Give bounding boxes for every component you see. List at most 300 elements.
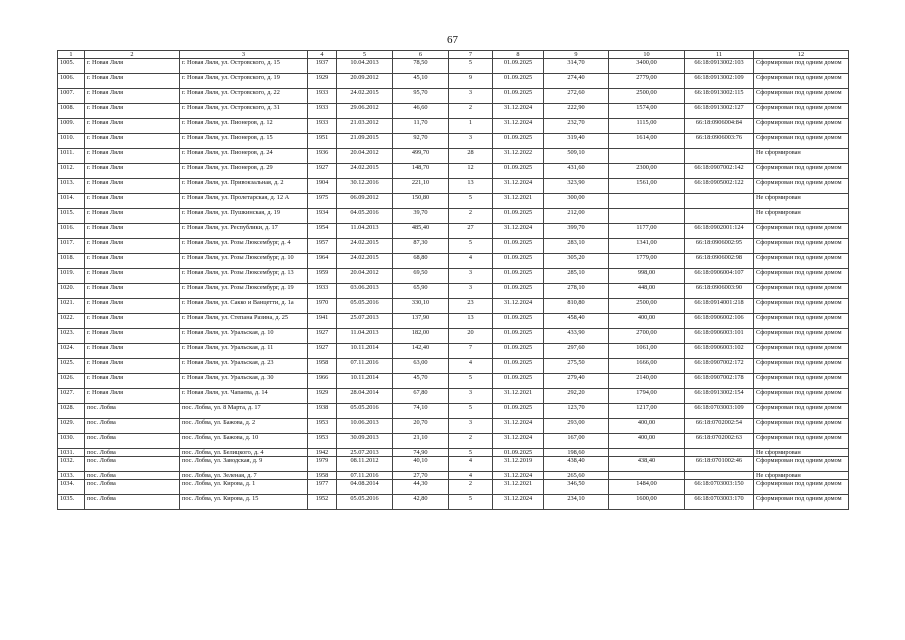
cell-col-1: 1009. [58,119,85,134]
table-row [58,495,849,510]
table-body [58,59,849,510]
cell-col-11: 66:18:0913002:103 [685,59,754,74]
cell-col-6: 330,10 [393,299,449,314]
cell-col-10: 2779,00 [609,74,685,89]
cell-col-10 [609,449,685,457]
cell-col-8: 31.12.2024 [493,299,544,314]
cell-col-5: 04.08.2014 [337,480,393,495]
cell-col-8: 01.09.2025 [493,209,544,224]
cell-col-4: 1927 [308,344,337,359]
cell-col-3: г. Новая Ляля, ул. Чапаева, д. 14 [180,389,308,404]
cell-col-1: 1018. [58,254,85,269]
table-row [58,89,849,104]
cell-col-12: Сформирован под одним домом [754,104,849,119]
cell-col-10: 1561,00 [609,179,685,194]
cell-col-10 [609,194,685,209]
cell-col-3: пос. Лобва, ул. Зеленая, д. 7 [180,472,308,480]
cell-col-4: 1929 [308,74,337,89]
cell-col-6: 148,70 [393,164,449,179]
cell-col-2: г. Новая Ляля [85,179,180,194]
cell-col-3: г. Новая Ляля, ул. Островского, д. 19 [180,74,308,89]
cell-col-8: 01.09.2025 [493,449,544,457]
cell-col-7: 5 [449,239,493,254]
cell-col-11 [685,194,754,209]
column-header-2: 2 [85,51,180,59]
cell-col-7: 2 [449,434,493,449]
cell-col-11: 66:18:0914001:218 [685,299,754,314]
cell-col-10: 438,40 [609,457,685,472]
cell-col-2: г. Новая Ляля [85,374,180,389]
cell-col-12: Не сформирован [754,194,849,209]
cell-col-6: 65,90 [393,284,449,299]
cell-col-11: 66:18:0907002:178 [685,374,754,389]
cell-col-2: пос. Лобва [85,495,180,510]
cell-col-12: Сформирован под одним домом [754,74,849,89]
cell-col-10: 1614,00 [609,134,685,149]
cell-col-4: 1954 [308,224,337,239]
cell-col-5: 05.05.2016 [337,404,393,419]
cell-col-12: Сформирован под одним домом [754,239,849,254]
cell-col-9: 283,10 [544,239,609,254]
cell-col-8: 01.09.2025 [493,74,544,89]
cell-col-10: 2140,00 [609,374,685,389]
cell-col-2: г. Новая Ляля [85,149,180,164]
cell-col-8: 01.09.2025 [493,329,544,344]
cell-col-1: 1023. [58,329,85,344]
cell-col-6: 46,60 [393,104,449,119]
cell-col-11: 66:18:0703003:150 [685,480,754,495]
cell-col-1: 1024. [58,344,85,359]
cell-col-11: 66:18:0701002:46 [685,457,754,472]
cell-col-8: 01.09.2025 [493,344,544,359]
cell-col-4: 1936 [308,149,337,164]
cell-col-12: Не сформирован [754,449,849,457]
cell-col-7: 9 [449,74,493,89]
cell-col-3: г. Новая Ляля, ул. Розы Люксембург, д. 4 [180,239,308,254]
cell-col-11: 66:18:0905002:122 [685,179,754,194]
cell-col-1: 1022. [58,314,85,329]
cell-col-3: г. Новая Ляля, ул. Пушкинская, д. 19 [180,209,308,224]
cell-col-10: 1341,00 [609,239,685,254]
cell-col-7: 5 [449,495,493,510]
cell-col-7: 28 [449,149,493,164]
cell-col-3: пос. Лобва, ул. Бажова, д. 2 [180,419,308,434]
cell-col-4: 1929 [308,389,337,404]
cell-col-6: 485,40 [393,224,449,239]
cell-col-4: 1975 [308,194,337,209]
cell-col-12: Сформирован под одним домом [754,419,849,434]
table-row [58,284,849,299]
cell-col-9: 292,20 [544,389,609,404]
cell-col-3: г. Новая Ляля, ул. Островского, д. 15 [180,59,308,74]
cell-col-4: 1953 [308,419,337,434]
cell-col-6: 45,10 [393,74,449,89]
cell-col-6: 42,80 [393,495,449,510]
cell-col-4: 1979 [308,457,337,472]
cell-col-3: пос. Лобва, ул. Белицкого, д. 4 [180,449,308,457]
cell-col-10: 2500,00 [609,89,685,104]
cell-col-9: 509,10 [544,149,609,164]
cell-col-11: 66:18:0906002:98 [685,254,754,269]
cell-col-12: Сформирован под одним домом [754,495,849,510]
cell-col-6: 39,70 [393,209,449,224]
cell-col-1: 1012. [58,164,85,179]
cell-col-12: Сформирован под одним домом [754,89,849,104]
cell-col-11 [685,449,754,457]
column-header-1: 1 [58,51,85,59]
cell-col-3: г. Новая Ляля, ул. Сакко и Ванцетти, д. 1а [180,299,308,314]
table-row [58,299,849,314]
cell-col-4: 1904 [308,179,337,194]
cell-col-8: 01.09.2025 [493,284,544,299]
cell-col-9: 222,90 [544,104,609,119]
cell-col-12: Сформирован под одним домом [754,269,849,284]
cell-col-6: 40,10 [393,457,449,472]
cell-col-3: г. Новая Ляля, ул. Пионеров, д. 15 [180,134,308,149]
cell-col-5: 24.02.2015 [337,164,393,179]
cell-col-11: 66:18:0703003:170 [685,495,754,510]
cell-col-7: 3 [449,134,493,149]
cell-col-9: 123,70 [544,404,609,419]
cell-col-7: 20 [449,329,493,344]
cell-col-11: 66:18:0703003:109 [685,404,754,419]
cell-col-5: 24.02.2015 [337,239,393,254]
cell-col-10: 1484,00 [609,480,685,495]
cell-col-2: г. Новая Ляля [85,359,180,374]
table-row [58,472,849,480]
cell-col-12: Сформирован под одним домом [754,314,849,329]
cell-col-8: 01.09.2025 [493,254,544,269]
cell-col-12: Сформирован под одним домом [754,359,849,374]
cell-col-7: 4 [449,254,493,269]
cell-col-2: г. Новая Ляля [85,209,180,224]
cell-col-7: 5 [449,59,493,74]
cell-col-2: г. Новая Ляля [85,314,180,329]
cell-col-6: 45,70 [393,374,449,389]
cell-col-8: 01.09.2025 [493,134,544,149]
cell-col-9: 198,60 [544,449,609,457]
cell-col-11: 66:18:0913002:115 [685,89,754,104]
cell-col-1: 1021. [58,299,85,314]
cell-col-4: 1957 [308,239,337,254]
cell-col-6: 92,70 [393,134,449,149]
cell-col-8: 31.12.2024 [493,434,544,449]
table-row [58,329,849,344]
cell-col-6: 68,80 [393,254,449,269]
cell-col-7: 2 [449,104,493,119]
cell-col-1: 1032. [58,457,85,472]
cell-col-6: 95,70 [393,89,449,104]
cell-col-10: 2700,00 [609,329,685,344]
cell-col-5: 07.11.2016 [337,359,393,374]
cell-col-11: 66:18:0906004:107 [685,269,754,284]
table-row [58,389,849,404]
cell-col-9: 314,70 [544,59,609,74]
cell-col-7: 13 [449,179,493,194]
table-row [58,419,849,434]
cell-col-2: г. Новая Ляля [85,74,180,89]
cell-col-12: Сформирован под одним домом [754,59,849,74]
cell-col-8: 01.09.2025 [493,269,544,284]
cell-col-9: 305,20 [544,254,609,269]
cell-col-8: 31.12.2021 [493,389,544,404]
cell-col-4: 1933 [308,89,337,104]
cell-col-11: 66:18:0907002:172 [685,359,754,374]
cell-col-5: 03.06.2013 [337,284,393,299]
cell-col-5: 25.07.2013 [337,449,393,457]
cell-col-5: 08.11.2012 [337,457,393,472]
cell-col-4: 1941 [308,314,337,329]
cell-col-4: 1959 [308,269,337,284]
cell-col-4: 1970 [308,299,337,314]
table-row [58,449,849,457]
cell-col-3: г. Новая Ляля, ул. Уральская, д. 23 [180,359,308,374]
cell-col-5: 20.09.2012 [337,74,393,89]
cell-col-12: Сформирован под одним домом [754,344,849,359]
column-header-4: 4 [308,51,337,59]
table-row [58,74,849,89]
cell-col-11: 66:18:0702002:54 [685,419,754,434]
cell-col-3: г. Новая Ляля, ул. Уральская, д. 30 [180,374,308,389]
housing-registry-table [57,50,849,510]
column-header-6: 6 [393,51,449,59]
cell-col-7: 3 [449,269,493,284]
cell-col-12: Не сформирован [754,149,849,164]
cell-col-4: 1933 [308,284,337,299]
cell-col-1: 1017. [58,239,85,254]
cell-col-1: 1025. [58,359,85,374]
cell-col-5: 25.07.2013 [337,314,393,329]
cell-col-8: 01.09.2025 [493,359,544,374]
column-header-5: 5 [337,51,393,59]
cell-col-12: Сформирован под одним домом [754,389,849,404]
cell-col-10: 1600,00 [609,495,685,510]
cell-col-9: 272,60 [544,89,609,104]
cell-col-1: 1016. [58,224,85,239]
cell-col-12: Сформирован под одним домом [754,374,849,389]
cell-col-6: 21,10 [393,434,449,449]
table-row [58,194,849,209]
table-row [58,149,849,164]
cell-col-7: 27 [449,224,493,239]
table-row [58,164,849,179]
cell-col-4: 1958 [308,359,337,374]
cell-col-2: г. Новая Ляля [85,389,180,404]
cell-col-10: 400,00 [609,434,685,449]
cell-col-12: Сформирован под одним домом [754,457,849,472]
cell-col-11: 66:18:0913002:109 [685,74,754,89]
cell-col-6: 11,70 [393,119,449,134]
cell-col-11: 66:18:0906002:95 [685,239,754,254]
cell-col-5: 10.11.2014 [337,344,393,359]
cell-col-9: 293,00 [544,419,609,434]
cell-col-7: 3 [449,89,493,104]
cell-col-2: г. Новая Ляля [85,329,180,344]
cell-col-8: 01.09.2025 [493,59,544,74]
cell-col-10: 1217,00 [609,404,685,419]
cell-col-11: 66:18:0906004:84 [685,119,754,134]
cell-col-7: 4 [449,472,493,480]
cell-col-3: пос. Лобва, ул. Заводская, д. 9 [180,457,308,472]
table-row [58,179,849,194]
cell-col-10: 448,00 [609,284,685,299]
cell-col-3: г. Новая Ляля, ул. Степана Разина, д. 25 [180,314,308,329]
cell-col-8: 31.12.2019 [493,457,544,472]
cell-col-1: 1026. [58,374,85,389]
cell-col-10: 400,00 [609,314,685,329]
cell-col-5: 21.09.2015 [337,134,393,149]
cell-col-4: 1937 [308,59,337,74]
cell-col-4: 1927 [308,329,337,344]
cell-col-4: 1953 [308,434,337,449]
cell-col-10 [609,149,685,164]
cell-col-9: 458,40 [544,314,609,329]
cell-col-11: 66:18:0906003:90 [685,284,754,299]
cell-col-8: 31.12.2024 [493,179,544,194]
cell-col-6: 67,80 [393,389,449,404]
column-header-10: 10 [609,51,685,59]
cell-col-3: г. Новая Ляля, ул. Розы Люксембург, д. 10 [180,254,308,269]
cell-col-6: 499,70 [393,149,449,164]
cell-col-1: 1013. [58,179,85,194]
column-header-11: 11 [685,51,754,59]
cell-col-7: 5 [449,194,493,209]
cell-col-9: 431,60 [544,164,609,179]
cell-col-6: 78,50 [393,59,449,74]
cell-col-7: 23 [449,299,493,314]
cell-col-12: Сформирован под одним домом [754,284,849,299]
cell-col-12: Сформирован под одним домом [754,329,849,344]
cell-col-9: 438,40 [544,457,609,472]
cell-col-9: 265,60 [544,472,609,480]
cell-col-12: Сформирован под одним домом [754,434,849,449]
cell-col-2: г. Новая Ляля [85,119,180,134]
cell-col-4: 1977 [308,480,337,495]
cell-col-9: 212,00 [544,209,609,224]
cell-col-9: 279,40 [544,374,609,389]
cell-col-10: 1779,00 [609,254,685,269]
cell-col-8: 01.09.2025 [493,404,544,419]
cell-col-12: Не сформирован [754,472,849,480]
cell-col-3: г. Новая Ляля, ул. Розы Люксембург, д. 19 [180,284,308,299]
cell-col-4: 1964 [308,254,337,269]
cell-col-2: пос. Лобва [85,404,180,419]
cell-col-1: 1034. [58,480,85,495]
cell-col-9: 300,00 [544,194,609,209]
cell-col-5: 20.04.2012 [337,149,393,164]
cell-col-11: 66:18:0906003:76 [685,134,754,149]
cell-col-7: 5 [449,449,493,457]
cell-col-11: 66:18:0702002:63 [685,434,754,449]
cell-col-3: г. Новая Ляля, ул. Пионеров, д. 12 [180,119,308,134]
cell-col-2: пос. Лобва [85,480,180,495]
cell-col-2: пос. Лобва [85,472,180,480]
cell-col-4: 1934 [308,209,337,224]
cell-col-1: 1031. [58,449,85,457]
cell-col-5: 21.03.2012 [337,119,393,134]
column-header-7: 7 [449,51,493,59]
cell-col-9: 346,50 [544,480,609,495]
cell-col-2: пос. Лобва [85,434,180,449]
cell-col-7: 1 [449,119,493,134]
cell-col-1: 1014. [58,194,85,209]
cell-col-2: пос. Лобва [85,457,180,472]
cell-col-8: 31.12.2024 [493,495,544,510]
cell-col-1: 1030. [58,434,85,449]
cell-col-3: г. Новая Ляля, ул. Пионеров, д. 24 [180,149,308,164]
cell-col-5: 07.11.2016 [337,472,393,480]
cell-col-5: 11.04.2013 [337,224,393,239]
table-row [58,404,849,419]
cell-col-9: 274,40 [544,74,609,89]
cell-col-6: 44,30 [393,480,449,495]
cell-col-12: Сформирован под одним домом [754,404,849,419]
cell-col-6: 20,70 [393,419,449,434]
table-row [58,59,849,74]
cell-col-10: 3400,00 [609,59,685,74]
cell-col-12: Не сформирован [754,209,849,224]
cell-col-1: 1028. [58,404,85,419]
cell-col-2: г. Новая Ляля [85,164,180,179]
table-row [58,480,849,495]
cell-col-1: 1033. [58,472,85,480]
cell-col-6: 74,90 [393,449,449,457]
table-row [58,134,849,149]
cell-col-11 [685,149,754,164]
cell-col-7: 2 [449,209,493,224]
cell-col-6: 74,10 [393,404,449,419]
cell-col-10: 1794,00 [609,389,685,404]
cell-col-7: 7 [449,344,493,359]
cell-col-7: 2 [449,480,493,495]
cell-col-5: 05.05.2016 [337,299,393,314]
cell-col-2: г. Новая Ляля [85,59,180,74]
cell-col-8: 01.09.2025 [493,89,544,104]
cell-col-2: г. Новая Ляля [85,134,180,149]
cell-col-12: Сформирован под одним домом [754,179,849,194]
cell-col-1: 1015. [58,209,85,224]
cell-col-10 [609,209,685,224]
table-row [58,224,849,239]
cell-col-7: 4 [449,359,493,374]
cell-col-2: г. Новая Ляля [85,284,180,299]
cell-col-7: 3 [449,419,493,434]
cell-col-9: 278,10 [544,284,609,299]
cell-col-3: г. Новая Ляля, ул. Пионеров, д. 29 [180,164,308,179]
cell-col-12: Сформирован под одним домом [754,480,849,495]
cell-col-1: 1035. [58,495,85,510]
cell-col-10: 2300,00 [609,164,685,179]
cell-col-7: 13 [449,314,493,329]
cell-col-10: 2500,00 [609,299,685,314]
cell-col-8: 31.12.2024 [493,472,544,480]
cell-col-8: 31.12.2022 [493,149,544,164]
cell-col-11: 66:18:0906003:102 [685,344,754,359]
cell-col-9: 275,50 [544,359,609,374]
cell-col-5: 11.04.2013 [337,329,393,344]
table-row [58,344,849,359]
cell-col-8: 01.09.2025 [493,314,544,329]
cell-col-9: 399,70 [544,224,609,239]
cell-col-7: 4 [449,457,493,472]
cell-col-1: 1010. [58,134,85,149]
cell-col-3: г. Новая Ляля, ул. Розы Люксембург, д. 13 [180,269,308,284]
cell-col-3: г. Новая Ляля, ул. Уральская, д. 10 [180,329,308,344]
cell-col-4: 1933 [308,104,337,119]
page-number: 67 [447,34,458,46]
cell-col-7: 5 [449,374,493,389]
column-header-8: 8 [493,51,544,59]
